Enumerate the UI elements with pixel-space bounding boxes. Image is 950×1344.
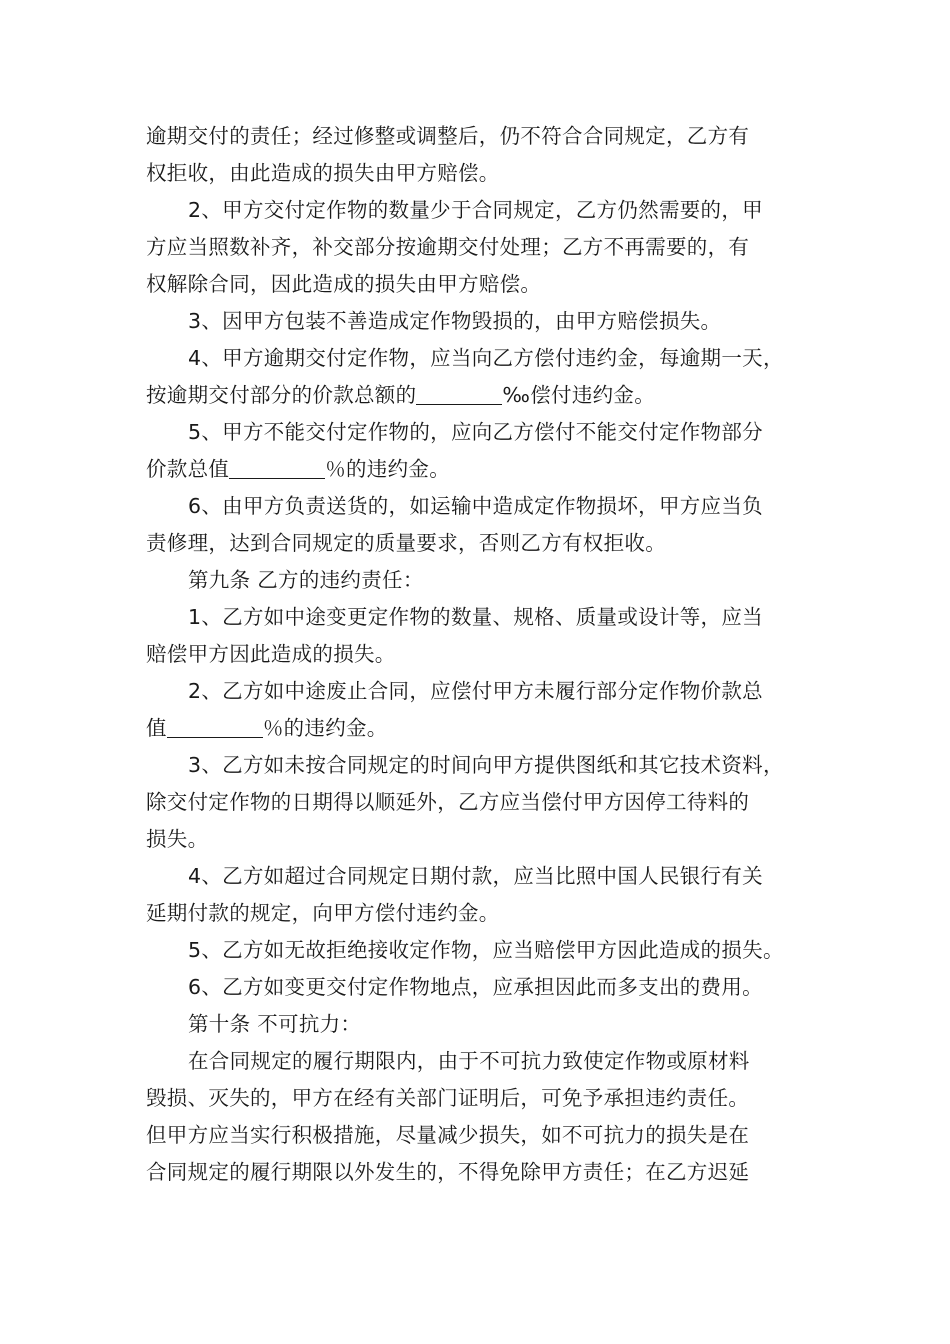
text-line: 赔偿甲方因此造成的损失。 [146, 642, 396, 666]
text-line: 延期付款的规定，向甲方偿付违约金。 [146, 901, 500, 925]
contract-body [146, 118, 816, 1191]
text-line: 6、乙方如变更交付定作物地点，应承担因此而多支出的费用。 [188, 975, 763, 999]
text-line: 权拒收，由此造成的损失由甲方赔偿。 [146, 161, 500, 185]
text-line: 毁损、灭失的，甲方在经有关部门证明后，可免予承担违约责任。 [146, 1086, 750, 1110]
text-line: 在合同规定的履行期限内，由于不可抗力致使定作物或原材料 [188, 1049, 750, 1073]
text-line: 方应当照数补齐，补交部分按逾期交付处理；乙方不再需要的，有 [146, 235, 750, 259]
fill-in-blank [167, 715, 263, 738]
line-text-after: ％的违约金。 [262, 716, 388, 740]
text-line: 4、甲方逾期交付定作物，应当向乙方偿付违约金，每逾期一天， [188, 346, 784, 370]
text-line: 3、因甲方包装不善造成定作物毁损的，由甲方赔偿损失。 [188, 309, 722, 333]
text-line: 但甲方应当实行积极措施，尽量减少损失，如不可抗力的损失是在 [146, 1123, 750, 1147]
text-line: 除交付定作物的日期得以顺延外，乙方应当偿付甲方因停工待料的 [146, 790, 750, 814]
text-line [146, 710, 816, 747]
text-line: 责修理，达到合同规定的质量要求，否则乙方有权拒收。 [146, 531, 666, 555]
text-line: 5、乙方如无故拒绝接收定作物，应当赔偿甲方因此造成的损失。 [188, 938, 784, 962]
text-line: 6、由甲方负责送货的，如运输中造成定作物损坏，甲方应当负 [188, 494, 763, 518]
line-text-before: 价款总值 [146, 457, 230, 481]
fill-in-blank [416, 382, 502, 405]
line-text-before: 值 [146, 716, 167, 740]
line-text-before: 按逾期交付部分的价款总额的 [146, 383, 417, 407]
text-line: 2、甲方交付定作物的数量少于合同规定，乙方仍然需要的，甲 [188, 198, 763, 222]
text-line: 4、乙方如超过合同规定日期付款，应当比照中国人民银行有关 [188, 864, 763, 888]
fill-in-blank [229, 456, 325, 479]
text-line: 权解除合同，因此造成的损失由甲方赔偿。 [146, 272, 542, 296]
text-line: 1、乙方如中途变更定作物的数量、规格、质量或设计等，应当 [188, 605, 763, 629]
text-line: 损失。 [146, 827, 209, 851]
text-line: 第九条 乙方的违约责任： [188, 568, 424, 592]
text-line: 合同规定的履行期限以外发生的，不得免除甲方责任；在乙方迟延 [146, 1160, 750, 1184]
text-line: 3、乙方如未按合同规定的时间向甲方提供图纸和其它技术资料， [188, 753, 784, 777]
text-line [146, 377, 816, 414]
line-text-after: ％的违约金。 [325, 457, 451, 481]
text-line: 逾期交付的责任；经过修整或调整后，仍不符合合同规定，乙方有 [146, 124, 750, 148]
line-text-after: ‰偿付违约金。 [502, 383, 656, 407]
text-line: 第十条 不可抗力： [188, 1012, 362, 1036]
text-line [146, 451, 816, 488]
text-line: 2、乙方如中途废止合同，应偿付甲方未履行部分定作物价款总 [188, 679, 763, 703]
text-line: 5、甲方不能交付定作物的，应向乙方偿付不能交付定作物部分 [188, 420, 763, 444]
